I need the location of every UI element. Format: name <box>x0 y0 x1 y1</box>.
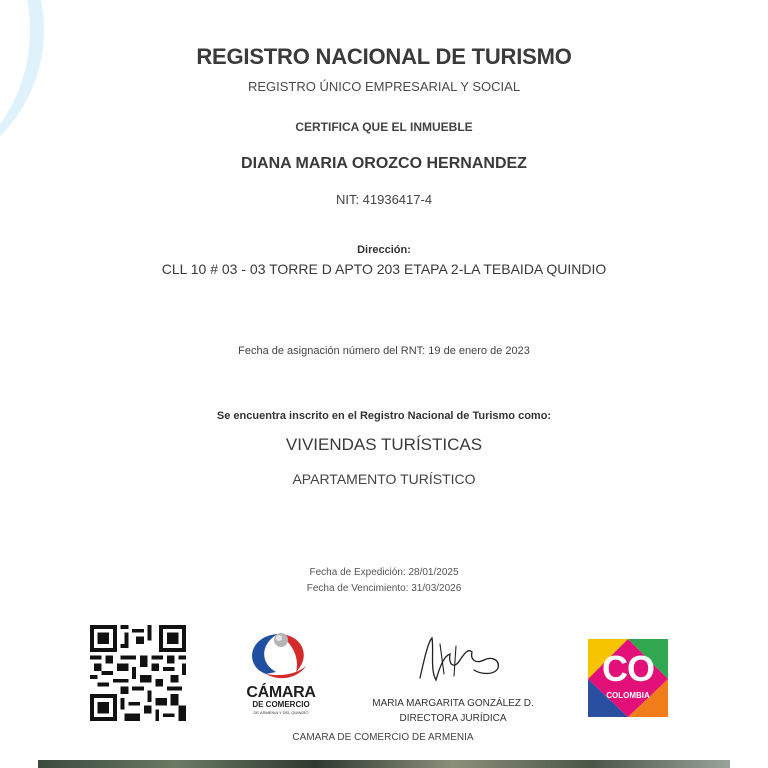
rnt-assignment-date: Fecha de asignación número del RNT: 19 de enero de 2023 <box>238 345 530 357</box>
address-label: Dirección: <box>357 244 411 256</box>
colombia-logo-letters: CO <box>602 648 654 689</box>
qr-code-icon[interactable] <box>90 625 186 721</box>
holder-name: DIANA MARIA OROZCO HERNANDEZ <box>241 155 527 172</box>
registry-category: VIVIENDAS TURÍSTICAS <box>285 435 483 454</box>
issuer-name: CAMARA DE COMERCIO DE ARMENIA <box>292 732 474 743</box>
camara-emblem-icon <box>236 626 326 684</box>
registered-as-label: Se encuentra inscrito en el Registro Nacional de Turismo como: <box>216 410 552 422</box>
document-title: REGISTRO NACIONAL DE TURISMO <box>196 44 572 69</box>
address-value: CLL 10 # 03 - 03 TORRE D APTO 203 ETAPA 2-LA TEBAIDA QUINDIO <box>161 261 607 277</box>
camara-de-comercio-logo <box>236 626 326 720</box>
registry-subcategory: APARTAMENTO TURÍSTICO <box>292 471 476 487</box>
certifies-label: CERTIFICA QUE EL INMUEBLE <box>295 120 473 134</box>
camara-logo-sub: DE COMERCIO <box>252 700 310 709</box>
camara-logo-name: CÁMARA <box>246 684 316 701</box>
expiry-date: Fecha de Vencimiento: 31/03/2026 <box>306 583 462 594</box>
document-subtitle: REGISTRO ÚNICO EMPRESARIAL Y SOCIAL <box>247 79 521 94</box>
camara-logo-tiny: DE ARMENIA Y DEL QUINDÍO <box>253 710 309 715</box>
issue-date: Fecha de Expedición: 28/01/2025 <box>309 567 459 578</box>
colombia-logo <box>588 639 668 717</box>
colombia-logo-word: COLOMBIA <box>606 691 650 700</box>
signer-role: DIRECTORA JURÍDICA <box>399 713 507 724</box>
signature-icon <box>410 630 510 690</box>
nit-number: NIT: 41936417-4 <box>335 192 433 207</box>
bottom-photo-strip <box>38 760 730 768</box>
signer-name: MARIA MARGARITA GONZÁLEZ D. <box>372 698 534 709</box>
